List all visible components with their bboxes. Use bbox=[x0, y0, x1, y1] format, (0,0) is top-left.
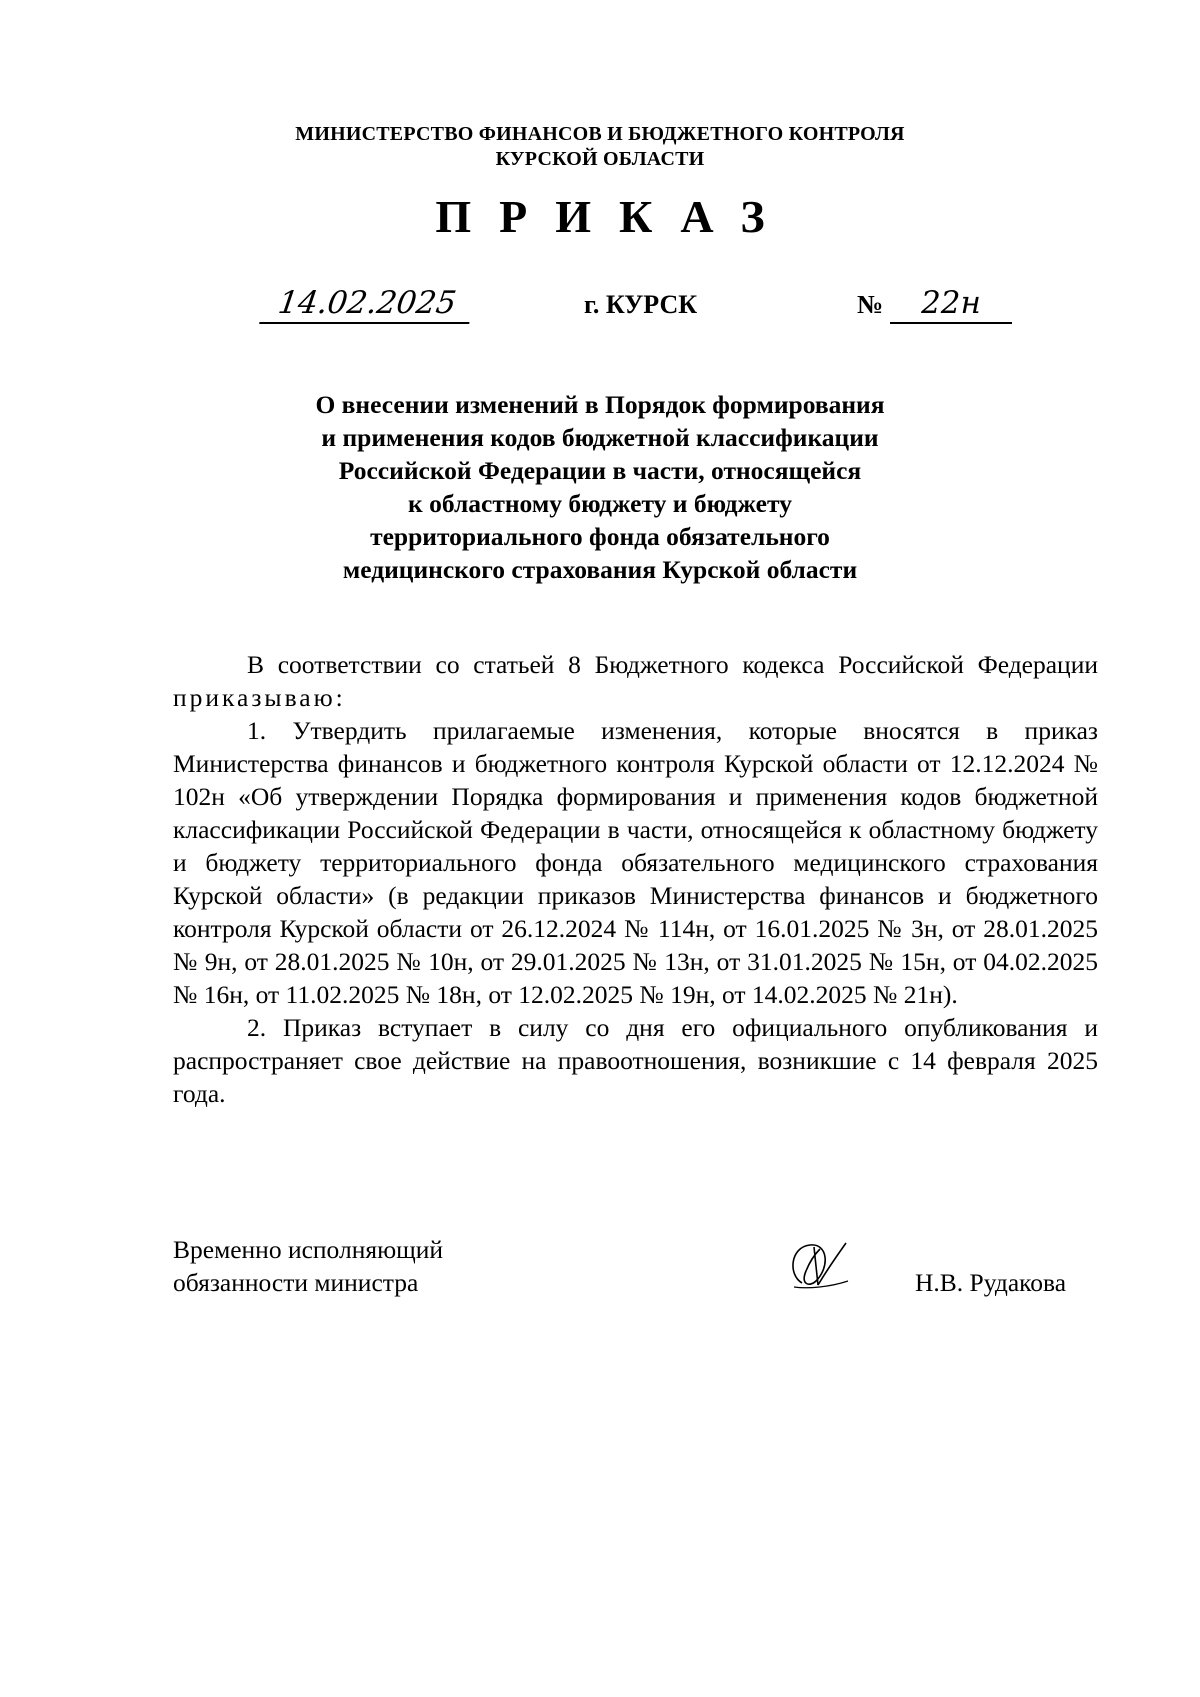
order-subject bbox=[0, 388, 1200, 586]
date-number-row bbox=[0, 284, 1200, 334]
subject-line: территориального фонда обязательного bbox=[370, 522, 830, 551]
handwritten-number: 22н bbox=[890, 284, 1012, 324]
ministry-line-1: МИНИСТЕРСТВО ФИНАНСОВ И БЮДЖЕТНОГО КОНТРОЛЯ bbox=[295, 123, 905, 145]
ministry-line-2: КУРСКОЙ ОБЛАСТИ bbox=[495, 148, 705, 170]
order-verb: приказываю bbox=[173, 683, 336, 712]
ministry-header bbox=[0, 122, 1200, 172]
position-line-1: Временно исполняющий bbox=[173, 1235, 444, 1264]
subject-line: О внесении изменений в Порядок формирования bbox=[315, 390, 885, 419]
handwritten-date: 14.02.2025 bbox=[259, 284, 475, 324]
subject-line: к областному бюджету и бюджету bbox=[408, 489, 792, 518]
intro-text: В соответствии со статьей 8 Бюджетного кодекса Российской Федерации bbox=[247, 650, 1098, 679]
intro-paragraph bbox=[173, 648, 1098, 714]
handwritten-signature-icon bbox=[780, 1235, 860, 1295]
signer-position bbox=[173, 1233, 443, 1299]
item-1-paragraph: 1. Утвердить прилагаемые изменения, которые вносятся в приказ Министерства финансов и бюджетного контроля Курской области от 12.12.2024 № 102н «Об утверждении Порядка формирования и применения кодов бюджетной классификации Российской Федерации в части, относящейся к областному бюджету и бюджету территориального фонда обязательного медицинского страхования Курской области» (в редакции приказов Министерства финансов и бюджетного контроля Курской области от 26.12.2024 № 114н, от 16.01.2025 № 3н, от 28.01.2025 № 9н, от 28.01.2025 № 10н, от 29.01.2025 № 13н, от 31.01.2025 № 15н, от 04.02.2025 № 16н, от 11.02.2025 № 18н, от 12.02.2025 № 19н, от 14.02.2025 № 21н). bbox=[173, 716, 1098, 1009]
document-title: ПРИКАЗ bbox=[435, 191, 793, 242]
intro-colon: : bbox=[335, 683, 343, 712]
subject-line: медицинского страхования Курской области bbox=[342, 555, 858, 584]
order-body bbox=[173, 648, 1098, 1110]
item-2-paragraph: 2. Приказ вступает в силу со дня его официального опубликования и распространяет свое действие на правоотношения, возникшие с 14 февраля 2025 года. bbox=[173, 1013, 1098, 1108]
subject-line: и применения кодов бюджетной классификации bbox=[321, 423, 879, 452]
city-label: г. КУРСК bbox=[584, 290, 698, 319]
subject-line: Российской Федерации в части, относящейся bbox=[338, 456, 862, 485]
number-sign: № bbox=[857, 290, 884, 319]
signer-name: Н.В. Рудакова bbox=[915, 1268, 1067, 1297]
position-line-2: обязанности министра bbox=[173, 1268, 419, 1297]
